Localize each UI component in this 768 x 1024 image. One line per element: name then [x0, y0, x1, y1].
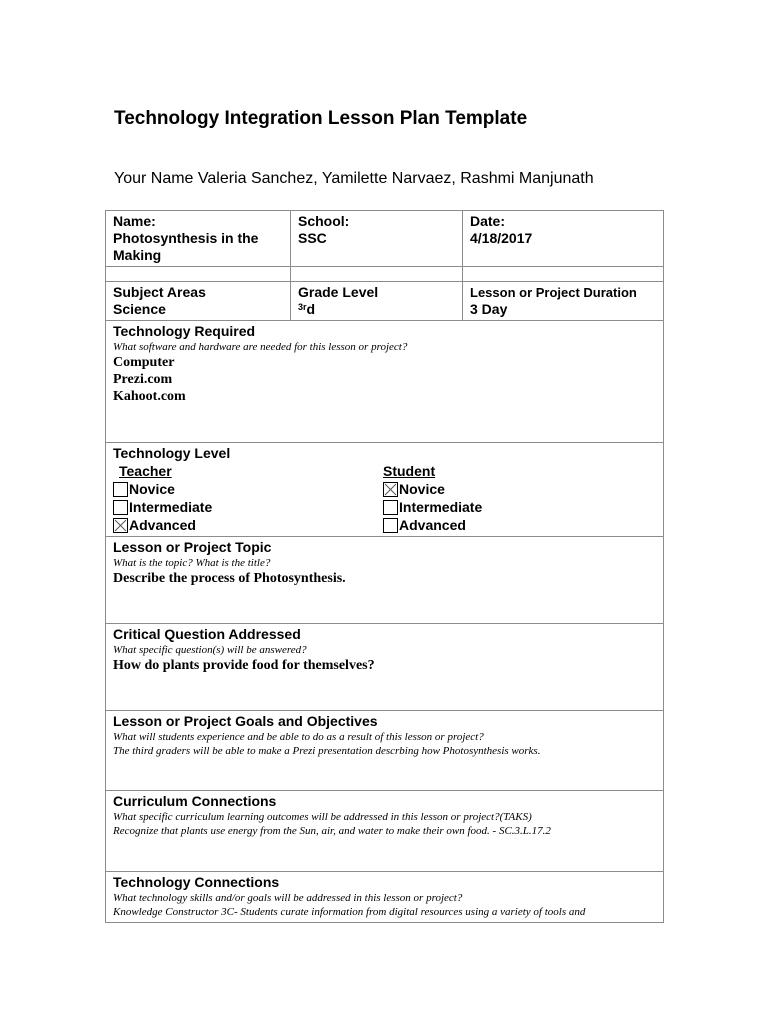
critical-question-title: Critical Question Addressed: [113, 626, 301, 642]
tech-required-cell: [106, 321, 664, 443]
teacher-advanced-label: Advanced: [129, 516, 196, 533]
document-title: Technology Integration Lesson Plan Template: [114, 108, 528, 129]
info-row-2: [106, 282, 664, 321]
tech-connections-row: [106, 872, 664, 923]
lesson-plan-table: [105, 210, 664, 923]
grade-suffix: d: [306, 301, 316, 317]
tech-item: Computer: [113, 355, 175, 370]
teacher-option-intermediate: [113, 498, 383, 516]
student-intermediate-label: Intermediate: [399, 498, 483, 515]
tech-required-row: [106, 321, 664, 443]
topic-answer: Describe the process of Photosynthesis.: [113, 571, 346, 586]
subject-cell: [106, 282, 291, 321]
tech-level-cell: [106, 443, 664, 537]
goals-hint: What will students experience and be able to do as a result of this lesson or project?: [113, 731, 484, 743]
tech-connections-hint: What technology skills and/or goals will be addressed in this lesson or project?: [113, 892, 463, 904]
teacher-option-advanced: [113, 516, 383, 534]
topic-hint: What is the topic? What is the title?: [113, 557, 271, 569]
tech-item: Prezi.com: [113, 372, 173, 387]
goals-answer: The third graders will be able to make a Prezi presentation descrbing how Photosynthesis works.: [113, 745, 541, 757]
your-name-line: Your Name Valeria Sanchez, Yamilette Narvaez, Rashmi Manjunath: [114, 170, 594, 187]
tech-required-hint: What software and hardware are needed for this lesson or project?: [113, 341, 408, 353]
curriculum-answer: Recognize that plants use energy from the Sun, air, and water to make their own food. - SC.3.L.17.2: [113, 825, 551, 837]
check-x-icon: [384, 483, 397, 496]
info-row-1: [106, 211, 664, 267]
critical-question-answer: How do plants provide food for themselves?: [113, 658, 375, 673]
grade-superscript: 3r: [298, 302, 307, 312]
name-label: Name:: [113, 213, 156, 229]
student-option-advanced: [383, 516, 653, 534]
curriculum-cell: [106, 791, 664, 872]
duration-value: 3 Day: [470, 301, 508, 317]
empty-cell: [106, 267, 291, 282]
check-x-icon: [114, 519, 127, 532]
date-label: Date:: [470, 213, 506, 229]
grade-label: Grade Level: [298, 284, 379, 300]
curriculum-hint: What specific curriculum learning outcomes will be addressed in this lesson or project?(TAKS): [113, 811, 532, 823]
teacher-novice-label: Novice: [129, 480, 175, 497]
student-option-novice: [383, 480, 653, 498]
teacher-novice-checkbox[interactable]: [113, 482, 128, 497]
goals-title: Lesson or Project Goals and Objectives: [113, 713, 378, 729]
empty-row: [106, 267, 664, 282]
empty-cell: [463, 267, 664, 282]
student-level-group: [383, 462, 653, 534]
teacher-intermediate-label: Intermediate: [129, 498, 213, 515]
subject-value: Science: [113, 301, 166, 317]
tech-connections-answer: Knowledge Constructor 3C- Students curate information from digital resources using a variety of tools and: [113, 906, 586, 918]
goals-cell: [106, 711, 664, 791]
date-value: 4/18/2017: [470, 230, 533, 246]
student-advanced-checkbox[interactable]: [383, 518, 398, 533]
curriculum-row: [106, 791, 664, 872]
name-cell: [106, 211, 291, 267]
tech-item: Kahoot.com: [113, 389, 186, 404]
grade-cell: [291, 282, 463, 321]
date-cell: [463, 211, 664, 267]
critical-question-cell: [106, 624, 664, 711]
student-intermediate-checkbox[interactable]: [383, 500, 398, 515]
school-label: School:: [298, 213, 350, 229]
teacher-option-novice: [113, 480, 383, 498]
empty-cell: [291, 267, 463, 282]
teacher-level-group: [113, 462, 383, 534]
tech-connections-title: Technology Connections: [113, 874, 280, 890]
student-novice-label: Novice: [399, 480, 445, 497]
goals-row: [106, 711, 664, 791]
subject-label: Subject Areas: [113, 284, 206, 300]
teacher-heading: Teacher: [119, 463, 172, 479]
topic-row: [106, 537, 664, 624]
curriculum-title: Curriculum Connections: [113, 793, 277, 809]
duration-cell: [463, 282, 664, 321]
student-option-intermediate: [383, 498, 653, 516]
tech-level-columns: [113, 462, 656, 534]
name-value: Photosynthesis in the Making: [113, 230, 259, 263]
school-cell: [291, 211, 463, 267]
tech-required-title: Technology Required: [113, 323, 256, 339]
critical-question-hint: What specific question(s) will be answered?: [113, 644, 307, 656]
teacher-advanced-checkbox[interactable]: [113, 518, 128, 533]
tech-level-row: [106, 443, 664, 537]
student-advanced-label: Advanced: [399, 516, 466, 533]
topic-cell: [106, 537, 664, 624]
teacher-intermediate-checkbox[interactable]: [113, 500, 128, 515]
student-heading: Student: [383, 463, 436, 479]
school-value: SSC: [298, 230, 327, 246]
tech-level-title: Technology Level: [113, 445, 231, 461]
student-novice-checkbox[interactable]: [383, 482, 398, 497]
topic-title: Lesson or Project Topic: [113, 539, 272, 555]
grade-value: [298, 301, 455, 318]
critical-question-row: [106, 624, 664, 711]
tech-connections-cell: [106, 872, 664, 923]
duration-label: Lesson or Project Duration: [470, 285, 637, 300]
